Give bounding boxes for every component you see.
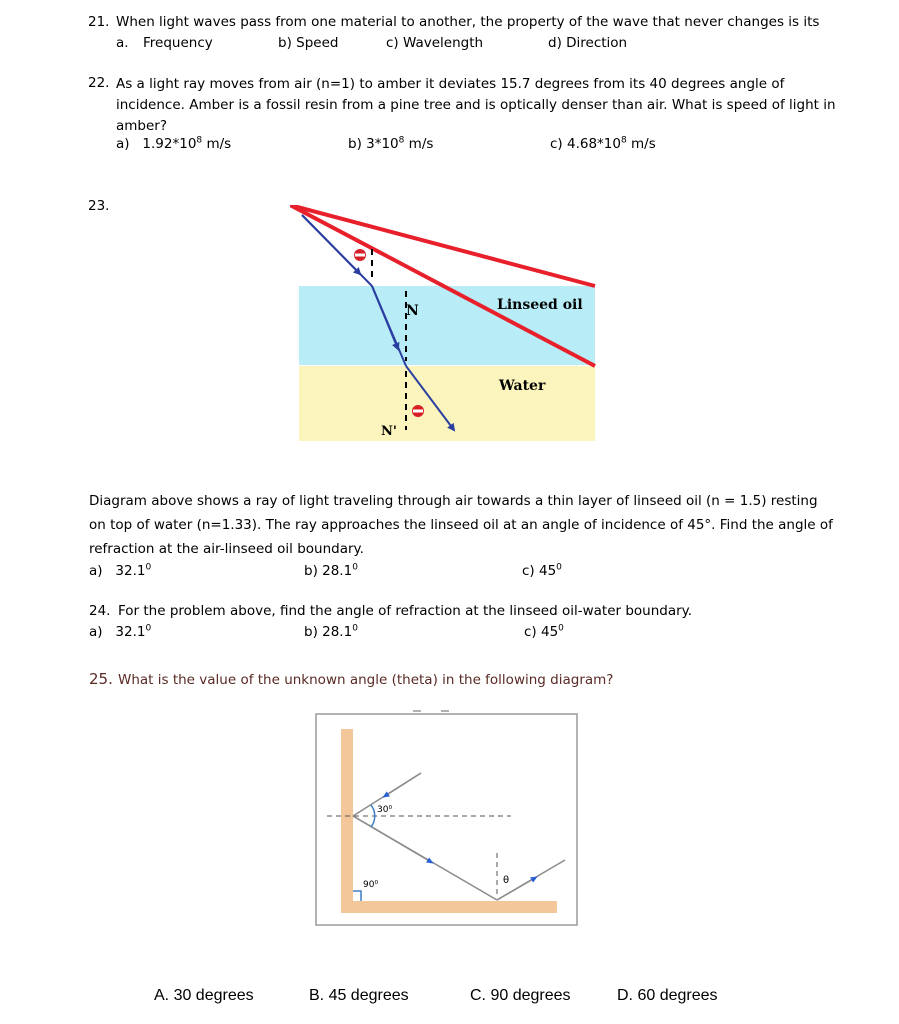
q25-option-c: C. 90 degrees [470, 987, 571, 1004]
incident-ray-arrow [302, 215, 360, 274]
q21-option-d: d) Direction [548, 35, 628, 51]
theta-label: θ [503, 875, 510, 886]
normal-label-top: N [406, 303, 419, 319]
water-label: Water [499, 378, 546, 394]
q24-option-a: a) 32.1$^0$ [89, 623, 152, 640]
normal-label-bottom: N' [381, 424, 397, 439]
angle-30-label: 30⁰ [377, 805, 393, 815]
q23-option-b: b) 28.1$^0$ [304, 562, 358, 579]
q25-option-d: D. 60 degrees [617, 987, 718, 1004]
q21-option-b: b) Speed [278, 35, 339, 51]
reflected-ray-1-arrow [353, 816, 431, 862]
q23-option-c: c) $45^0$ [522, 562, 562, 579]
right-angle-mark [353, 891, 361, 901]
q24-option-c: c) $45^0$ [524, 623, 564, 640]
q25-question: What is the value of the unknown angle (theta) in the following diagram? [118, 672, 614, 688]
q22-option-a: a) $1.92*10^8$ m/s [116, 135, 232, 152]
q24-number: 24. [89, 603, 111, 619]
q22-option-c: c) $4.68*10^8$ m/s [550, 135, 656, 152]
q25-number: 25. [89, 670, 113, 688]
refraction-diagram [290, 205, 610, 445]
q21-option-a-letter: a. [116, 35, 129, 51]
angle-90-label: 90⁰ [363, 880, 379, 890]
water-layer [299, 366, 595, 441]
q22-option-a-letter: a) [116, 136, 130, 152]
q25-option-b: B. 45 degrees [309, 987, 409, 1004]
q21-number: 21. [88, 14, 110, 30]
incident-ray-arrow [385, 773, 421, 796]
q24-question: For the problem above, find the angle of refraction at the linseed oil-water boundary. [118, 603, 693, 619]
diagram-frame [316, 714, 577, 925]
q23-question: Diagram above shows a ray of light traveling through air towards a thin layer of linseed oil (n = 1.5) resting on top of water (n=1.33). The ray approaches the linseed oil at an angle of incidence of 45°. Find the angle of refraction at the air-linseed oil boundary. [89, 493, 833, 557]
q22-number: 22. [88, 75, 110, 91]
air-oil-boundary [290, 205, 595, 286]
q24-option-b: b) 28.1$^0$ [304, 623, 358, 640]
q21-option-a: Frequency [143, 35, 213, 51]
q22-question: As a light ray moves from air (n=1) to amber it deviates 15.7 degrees from its 40 degrees angle of incidence. Amber is a fossil resin from a pine tree and is optically denser than air. What is speed of light in amber? [116, 76, 836, 134]
q22-option-b: b) $3*10^8$ m/s [348, 135, 434, 152]
linseed-oil-label: Linseed oil [497, 297, 583, 313]
q23-number: 23. [88, 198, 110, 214]
horizontal-mirror [341, 901, 557, 913]
mirror-diagram [313, 705, 581, 930]
q21-question: When light waves pass from one material to another, the property of the wave that never changes is its [116, 14, 820, 30]
vertical-mirror [341, 729, 353, 913]
q25-option-a: A. 30 degrees [154, 987, 254, 1004]
q23-option-a: a) 32.1$^0$ [89, 562, 152, 579]
q21-option-c: c) Wavelength [386, 35, 484, 51]
